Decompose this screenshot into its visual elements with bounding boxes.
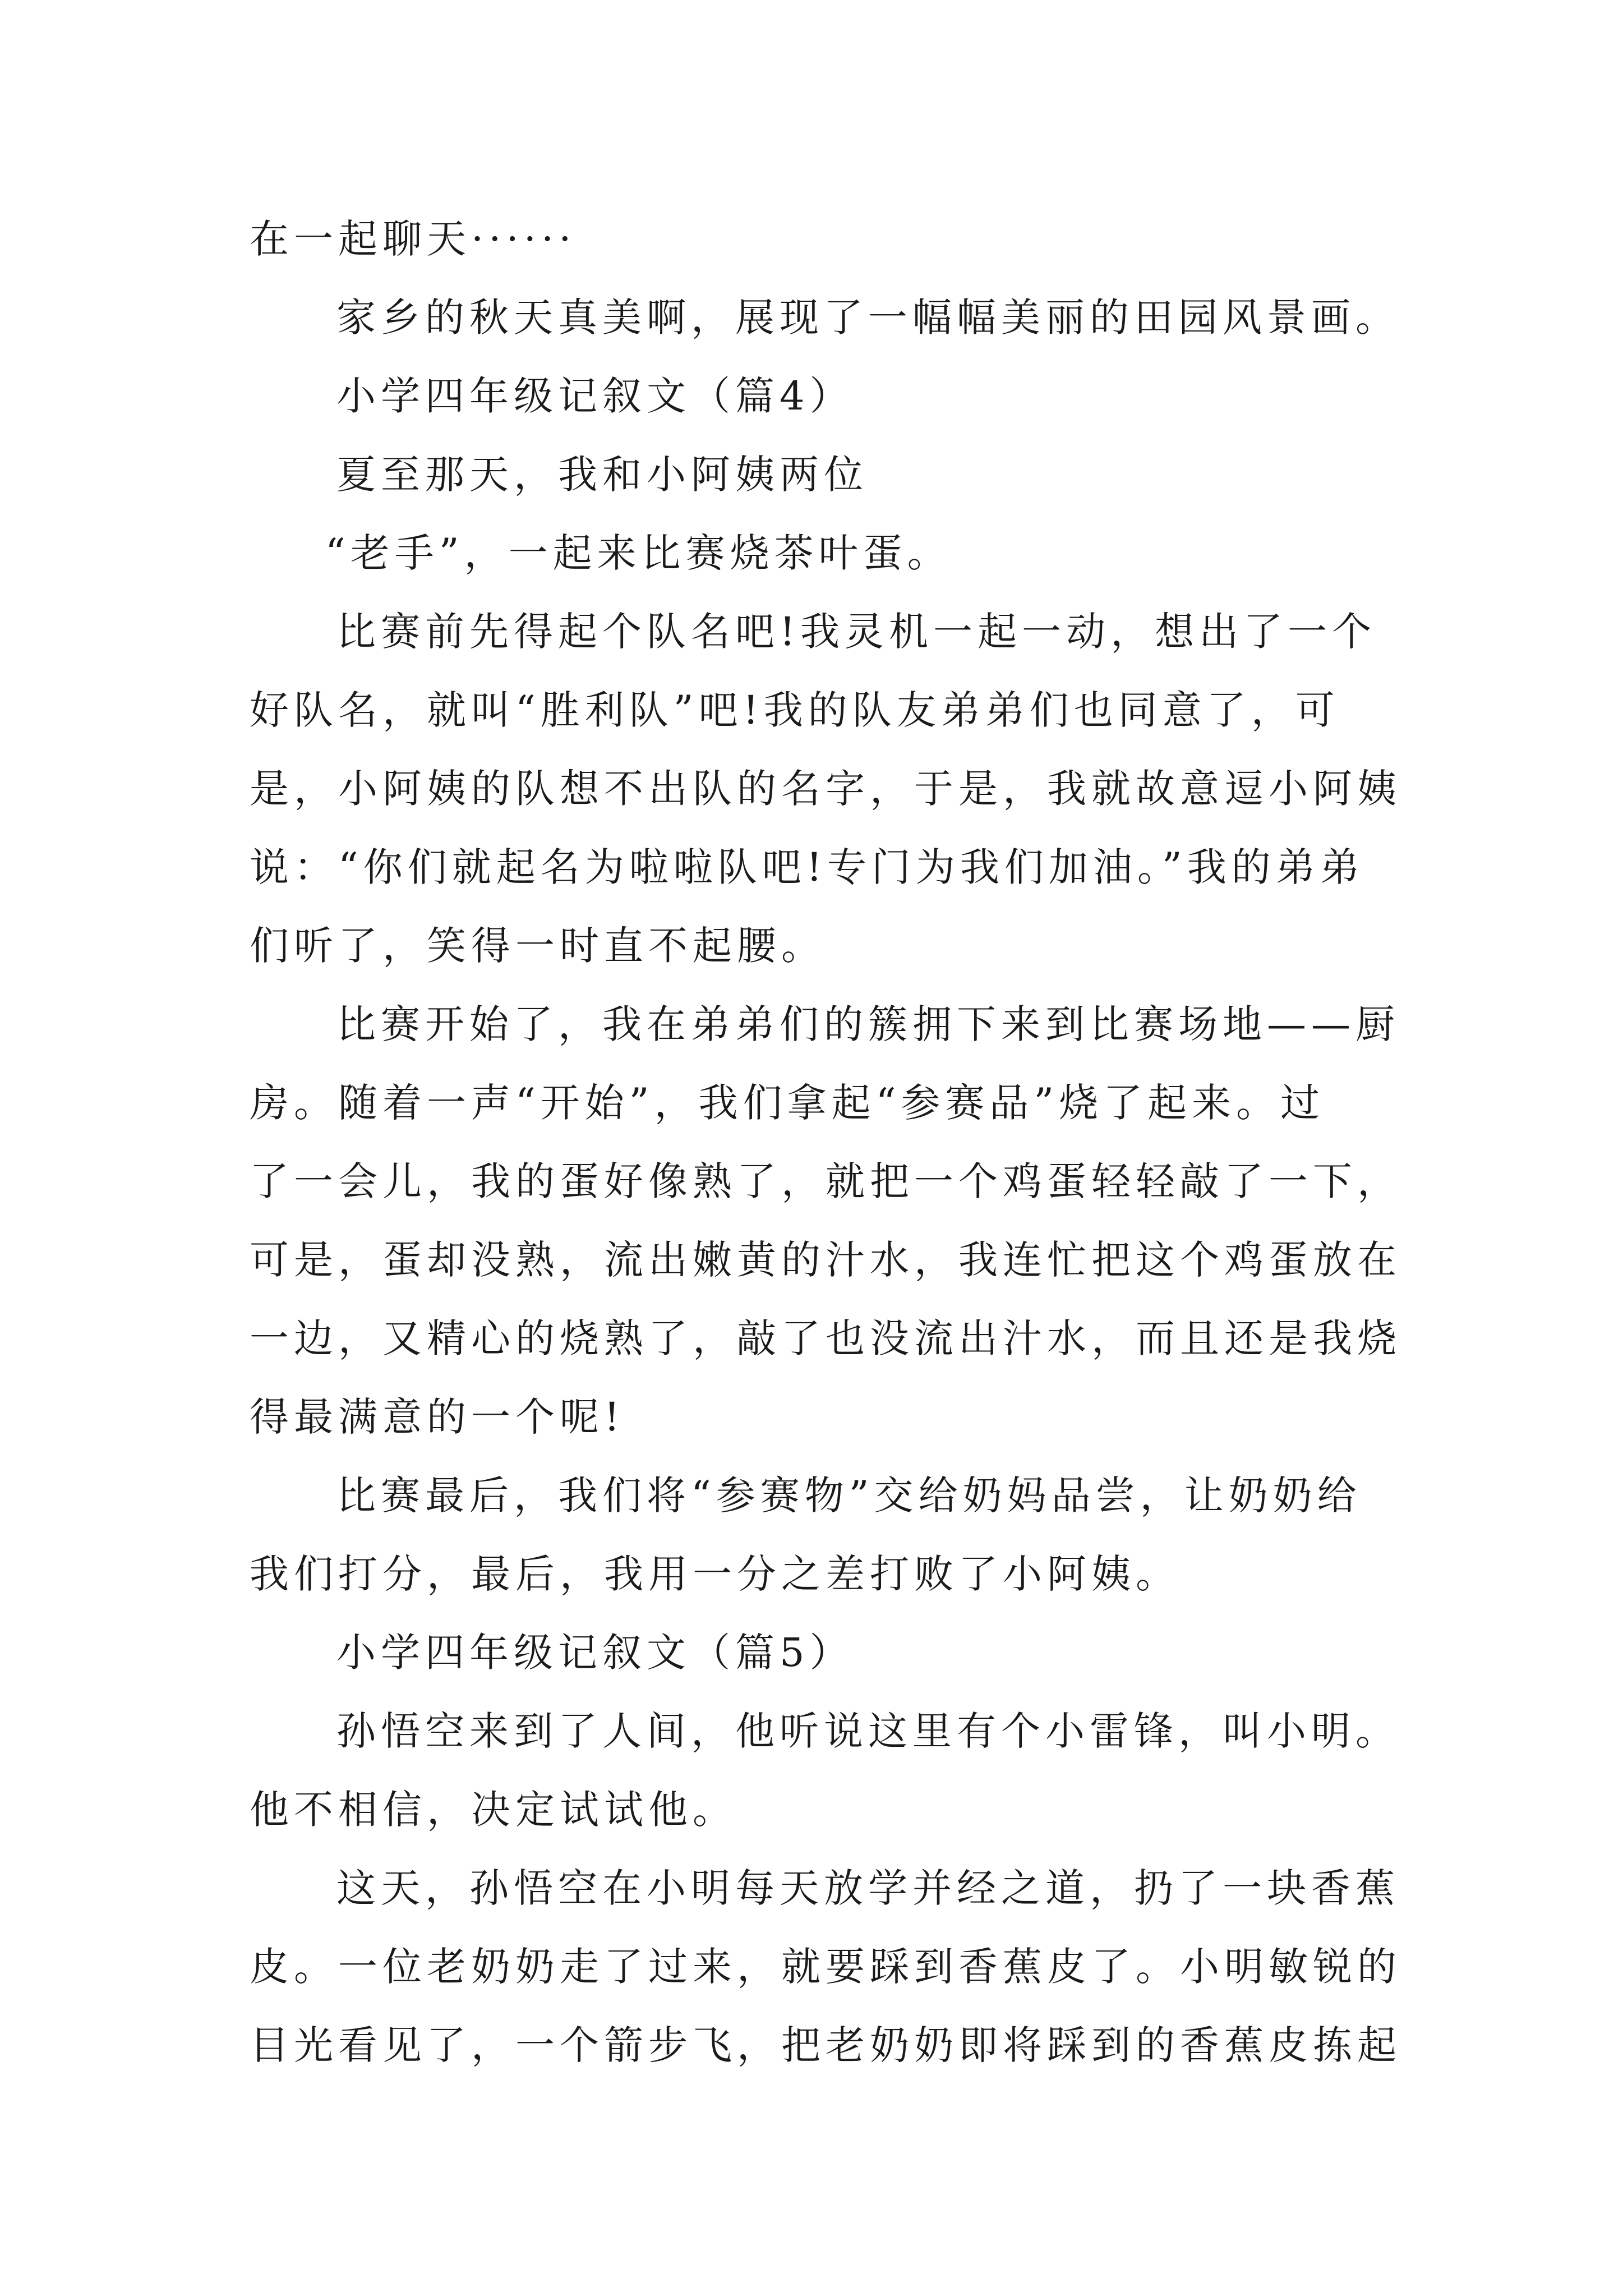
text-line: 得最满意的一个呢! (250, 1394, 625, 1440)
text-line: 好队名，就叫“胜利队”吧!我的队友弟弟们也同意了，可 (250, 687, 1340, 733)
text-line: 比赛前先得起个队名吧!我灵机一起一动，想出了一个 (336, 609, 1377, 655)
text-line: 一边，又精心的烧熟了，敲了也没流出汁水，而且还是我烧 (250, 1315, 1401, 1361)
text-line: 皮。一位老奶奶走了过来，就要踩到香蕉皮了。小明敏锐的 (250, 1944, 1401, 1990)
text-line: 了一会儿，我的蛋好像熟了，就把一个鸡蛋轻轻敲了一下， (250, 1158, 1401, 1204)
section-heading: 小学四年级记叙文（篇4） (336, 373, 854, 419)
text-line: 我们打分，最后，我用一分之差打败了小阿姨。 (250, 1551, 1180, 1597)
text-line: 们听了，笑得一时直不起腰。 (250, 923, 826, 969)
text-line: 在一起聊天······ (250, 216, 577, 262)
text-line: 目光看见了，一个箭步飞，把老奶奶即将踩到的香蕉皮拣起 (250, 2022, 1401, 2068)
text-line: 夏至那天，我和小阿姨两位 (336, 452, 868, 498)
section-heading: 小学四年级记叙文（篇5） (336, 1630, 854, 1676)
text-line: 孙悟空来到了人间，他听说这里有个小雷锋，叫小明。 (336, 1708, 1400, 1754)
text-line: 说：“你们就起名为啦啦队吧!专门为我们加油。”我的弟弟 (250, 844, 1364, 890)
text-line: 房。随着一声“开始”，我们拿起“参赛品”烧了起来。过 (250, 1080, 1325, 1126)
text-line: 比赛开始了，我在弟弟们的簇拥下来到比赛场地——厨 (336, 1001, 1400, 1047)
text-line: 家乡的秋天真美啊，展现了一幅幅美丽的田园风景画。 (336, 295, 1400, 341)
text-line: 可是，蛋却没熟，流出嫩黄的汁水，我连忙把这个鸡蛋放在 (250, 1237, 1401, 1283)
text-line: 是，小阿姨的队想不出队的名字，于是，我就故意逗小阿姨 (250, 766, 1401, 812)
text-line: 他不相信，决定试试他。 (250, 1787, 737, 1833)
text-line: “老手”，一起来比赛烧茶叶蛋。 (325, 530, 952, 576)
text-line: 比赛最后，我们将“参赛物”交给奶妈品尝，让奶奶给 (336, 1473, 1362, 1519)
text-line: 这天，孙悟空在小明每天放学并经之道，扔了一块香蕉 (336, 1865, 1400, 1911)
